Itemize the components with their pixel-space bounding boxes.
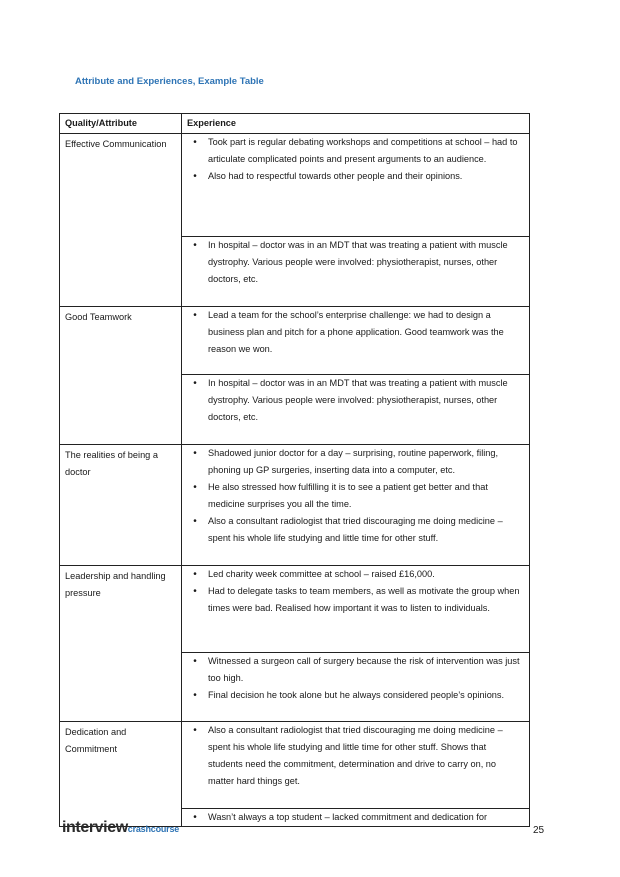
bullet-dot-icon: •: [193, 240, 197, 251]
experience-bullet: [182, 134, 523, 168]
experience-cell: [182, 134, 530, 307]
page-number: 25: [533, 825, 545, 836]
experience-bullet: [182, 687, 523, 704]
bullet-dot-icon: •: [193, 516, 197, 527]
bullet-text: Led charity week committee at school – raised £16,000.: [208, 569, 435, 579]
logo-sub-text: crashcourse: [127, 824, 180, 834]
bullet-dot-icon: •: [193, 725, 197, 736]
experience-block: [182, 566, 529, 652]
experience-block: [182, 445, 529, 565]
experience-bullet: [182, 479, 523, 513]
experience-block: [182, 808, 529, 826]
experience-block: [182, 134, 529, 236]
document-title: Attribute and Experiences, Example Table: [75, 76, 264, 87]
bullet-text: Shadowed junior doctor for a day – surprising, routine paperwork, filing, phoning up GP surgeries, inserting data into a computer, etc.: [208, 448, 499, 475]
experience-cell: [182, 307, 530, 445]
experience-bullet: [182, 445, 523, 479]
bullet-dot-icon: •: [193, 482, 197, 493]
table-row: [60, 566, 530, 722]
bullet-text: He also stressed how fulfilling it is to see a patient get better and that medicine surprises you all the time.: [208, 482, 488, 509]
bullet-text: Wasn’t always a top student – lacked commitment and dedication for: [208, 812, 487, 822]
quality-cell: Dedication and Commitment: [60, 722, 182, 827]
bullet-dot-icon: •: [193, 448, 197, 459]
bullet-text: Lead a team for the school’s enterprise challenge: we had to design a business plan and pitch for a phone application. Good teamwork was the reason we won.: [208, 310, 504, 354]
experience-block: [182, 236, 529, 306]
experience-block: [182, 722, 529, 808]
bullet-dot-icon: •: [193, 812, 197, 823]
bullet-text: Witnessed a surgeon call of surgery because the risk of intervention was just too high.: [208, 656, 520, 683]
experience-bullet: [182, 583, 523, 617]
experience-bullet: [182, 566, 523, 583]
header-quality: Quality/Attribute: [60, 114, 182, 134]
bullet-dot-icon: •: [193, 171, 197, 182]
experience-bullet: [182, 307, 523, 358]
table-header-row: [60, 114, 530, 134]
bullet-text: Also a consultant radiologist that tried discouraging me doing medicine – spent his whole life studying and little time for other stuff.: [208, 516, 503, 543]
bullet-dot-icon: •: [193, 569, 197, 580]
bullet-text: Took part is regular debating workshops and competitions at school – had to articulate complicated points and present arguments to an audience.: [208, 137, 518, 164]
experience-cell: [182, 566, 530, 722]
experience-bullet: [182, 168, 523, 185]
experience-block: [182, 652, 529, 721]
experience-block: [182, 374, 529, 444]
table-row: [60, 722, 530, 827]
header-experience: Experience: [182, 114, 530, 134]
experience-block: [182, 307, 529, 374]
bullet-text: Also a consultant radiologist that tried discouraging me doing medicine – spent his whole life studying and little time for other stuff. Shows that students need the commitment, determination and drive to carry on, no matter hard things get.: [208, 725, 503, 786]
table-row: [60, 134, 530, 307]
bullet-text: Final decision he took alone but he always considered people’s opinions.: [208, 690, 505, 700]
bullet-dot-icon: •: [193, 378, 197, 389]
experience-bullet: [182, 722, 523, 790]
bullet-dot-icon: •: [193, 690, 197, 701]
quality-cell: Good Teamwork: [60, 307, 182, 445]
bullet-dot-icon: •: [193, 137, 197, 148]
experience-bullet: [182, 375, 523, 426]
bullet-text: Also had to respectful towards other people and their opinions.: [208, 171, 463, 181]
experience-bullet: [182, 653, 523, 687]
table-row: [60, 307, 530, 445]
bullet-dot-icon: •: [193, 656, 197, 667]
experience-cell: [182, 445, 530, 566]
logo-main-text: interview: [62, 819, 128, 836]
quality-cell: The realities of being a doctor: [60, 445, 182, 566]
experience-bullet: [182, 513, 523, 547]
attributes-table: [59, 113, 530, 827]
bullet-text: In hospital – doctor was in an MDT that was treating a patient with muscle dystrophy. Various people were involved: physiotherapist, nurses, other doctors, etc.: [208, 240, 508, 284]
table-row: [60, 445, 530, 566]
bullet-text: In hospital – doctor was in an MDT that was treating a patient with muscle dystrophy. Various people were involved: physiotherapist, nurses, other doctors, etc.: [208, 378, 508, 422]
experience-bullet: [182, 237, 523, 288]
interview-crashcourse-logo: [62, 819, 179, 837]
experience-cell: [182, 722, 530, 827]
quality-cell: Effective Communication: [60, 134, 182, 307]
experience-bullet: [182, 809, 523, 826]
bullet-dot-icon: •: [193, 310, 197, 321]
bullet-dot-icon: •: [193, 586, 197, 597]
bullet-text: Had to delegate tasks to team members, as well as motivate the group when times were bad. Realised how important it was to listen to individuals.: [208, 586, 520, 613]
quality-cell: Leadership and handling pressure: [60, 566, 182, 722]
table-body: [60, 134, 530, 827]
